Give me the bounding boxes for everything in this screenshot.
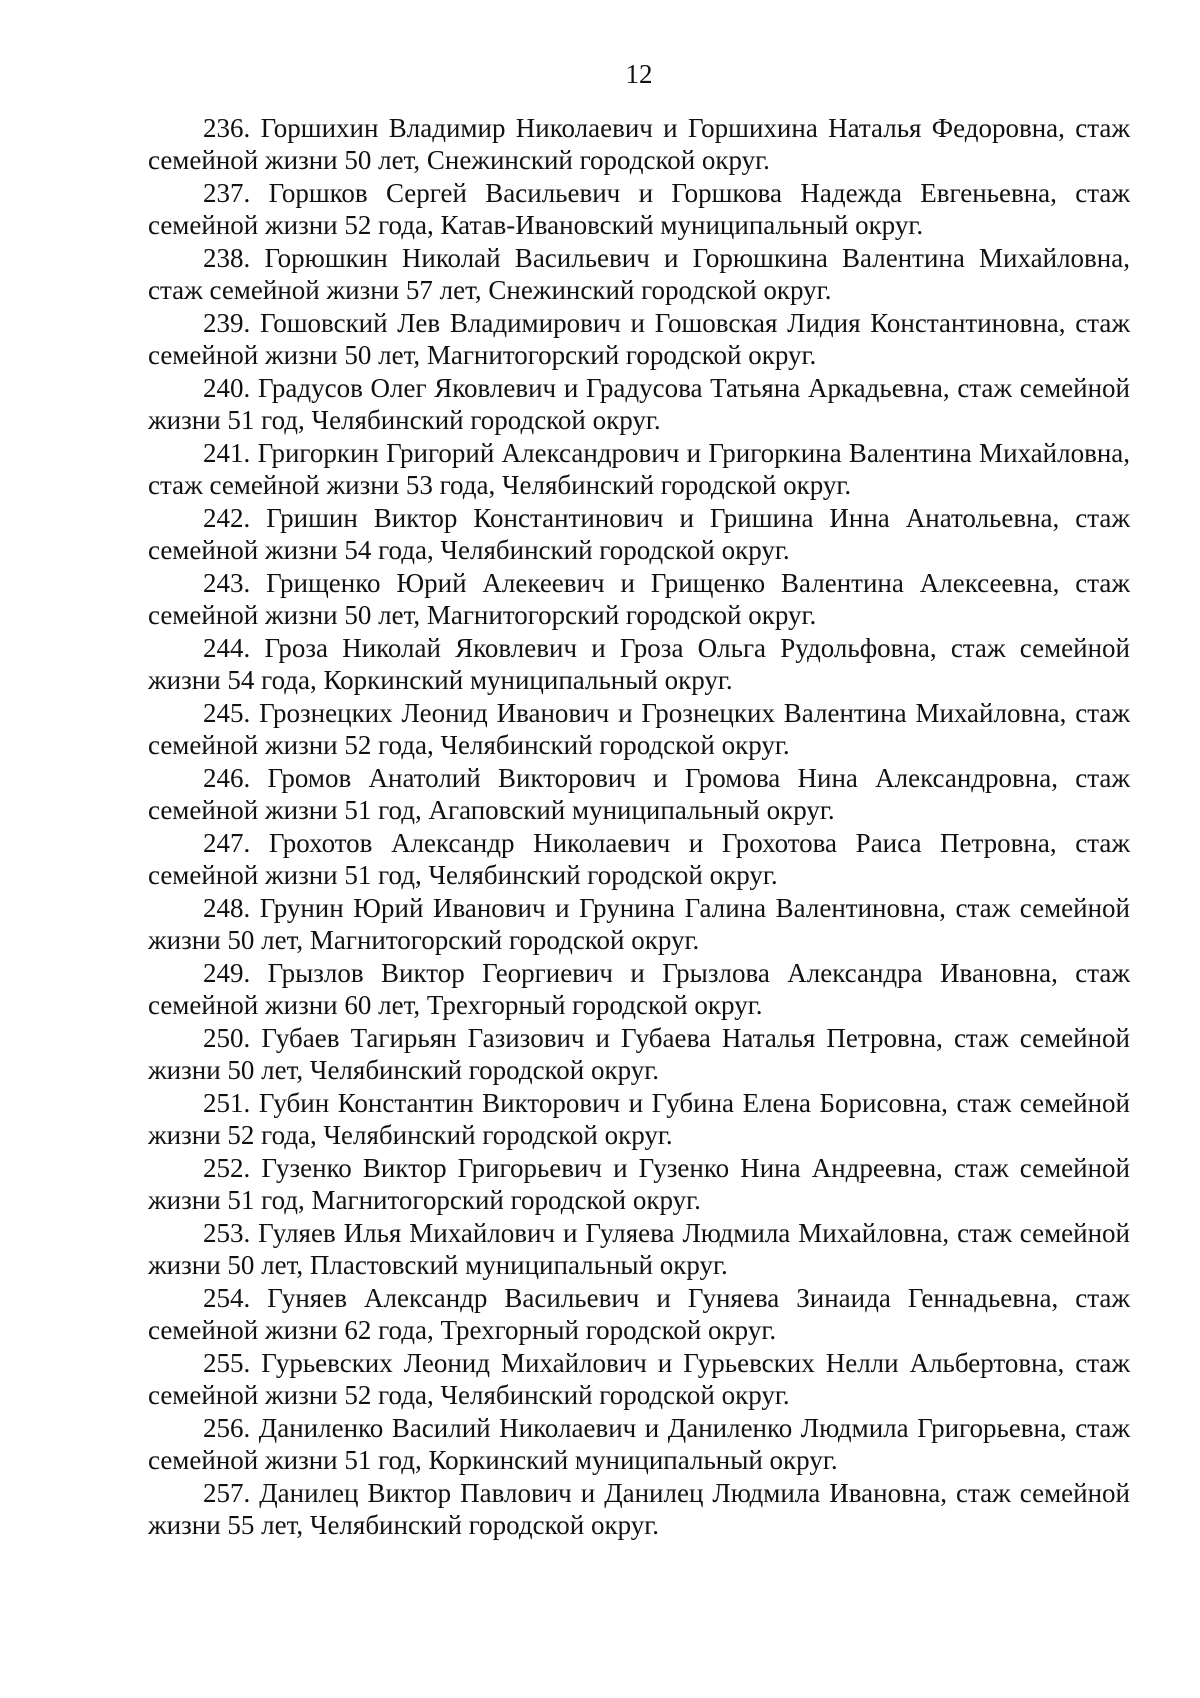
list-item: 243. Грищенко Юрий Алекеевич и Грищенко Валентина Алексеевна, стаж семейной жизни 50 лет, Магнитогорский городской округ.	[148, 568, 1130, 630]
list-item: 245. Грознецких Леонид Иванович и Грознецких Валентина Михайловна, стаж семейной жизни 52 года, Челябинский городской округ.	[148, 698, 1130, 760]
list-item: 251. Губин Константин Викторович и Губина Елена Борисовна, стаж семейной жизни 52 года, Челябинский городской округ.	[148, 1088, 1130, 1150]
list-item: 239. Гошовский Лев Владимирович и Гошовская Лидия Константиновна, стаж семейной жизни 50 лет, Магнитогорский городской округ.	[148, 308, 1130, 370]
list-item: 256. Даниленко Василий Николаевич и Даниленко Людмила Григорьевна, стаж семейной жизни 51 год, Коркинский муниципальный округ.	[148, 1413, 1130, 1475]
list-item: 247. Грохотов Александр Николаевич и Грохотова Раиса Петровна, стаж семейной жизни 51 год, Челябинский городской округ.	[148, 828, 1130, 890]
list-item: 242. Гришин Виктор Константинович и Гришина Инна Анатольевна, стаж семейной жизни 54 года, Челябинский городской округ.	[148, 503, 1130, 565]
list-item: 253. Гуляев Илья Михайлович и Гуляева Людмила Михайловна, стаж семейной жизни 50 лет, Пластовский муниципальный округ.	[148, 1218, 1130, 1280]
list-item: 255. Гурьевских Леонид Михайлович и Гурьевских Нелли Альбертовна, стаж семейной жизни 52 года, Челябинский городской округ.	[148, 1348, 1130, 1410]
page-number: 12	[625, 59, 653, 89]
list-item: 241. Григоркин Григорий Александрович и Григоркина Валентина Михайловна, стаж семейной жизни 53 года, Челябинский городской округ.	[148, 438, 1130, 500]
list-item: 246. Громов Анатолий Викторович и Громова Нина Александровна, стаж семейной жизни 51 год, Агаповский муниципальный округ.	[148, 763, 1130, 825]
list-item: 252. Гузенко Виктор Григорьевич и Гузенко Нина Андреевна, стаж семейной жизни 51 год, Магнитогорский городской округ.	[148, 1153, 1130, 1215]
list-item: 250. Губаев Тагирьян Газизович и Губаева Наталья Петровна, стаж семейной жизни 50 лет, Челябинский городской округ.	[148, 1023, 1130, 1085]
list-item: 254. Гуняев Александр Васильевич и Гуняева Зинаида Геннадьевна, стаж семейной жизни 62 года, Трехгорный городской округ.	[148, 1283, 1130, 1345]
list-item: 249. Грызлов Виктор Георгиевич и Грызлова Александра Ивановна, стаж семейной жизни 60 лет, Трехгорный городской округ.	[148, 958, 1130, 1020]
list-item: 236. Горшихин Владимир Николаевич и Горшихина Наталья Федоровна, стаж семейной жизни 50 лет, Снежинский городской округ.	[148, 113, 1130, 175]
list-item: 244. Гроза Николай Яковлевич и Гроза Ольга Рудольфовна, стаж семейной жизни 54 года, Коркинский муниципальный округ.	[148, 633, 1130, 695]
list-item: 257. Данилец Виктор Павлович и Данилец Людмила Ивановна, стаж семейной жизни 55 лет, Челябинский городской округ.	[148, 1478, 1130, 1540]
list-item: 237. Горшков Сергей Васильевич и Горшкова Надежда Евгеньевна, стаж семейной жизни 52 года, Катав-Ивановский муниципальный округ.	[148, 178, 1130, 240]
entry-list	[148, 112, 1130, 1541]
list-item: 248. Грунин Юрий Иванович и Грунина Галина Валентиновна, стаж семейной жизни 50 лет, Магнитогорский городской округ.	[148, 893, 1130, 955]
list-item: 240. Градусов Олег Яковлевич и Градусова Татьяна Аркадьевна, стаж семейной жизни 51 год, Челябинский городской округ.	[148, 373, 1130, 435]
list-item: 238. Горюшкин Николай Васильевич и Горюшкина Валентина Михайловна, стаж семейной жизни 57 лет, Снежинский городской округ.	[148, 243, 1130, 305]
